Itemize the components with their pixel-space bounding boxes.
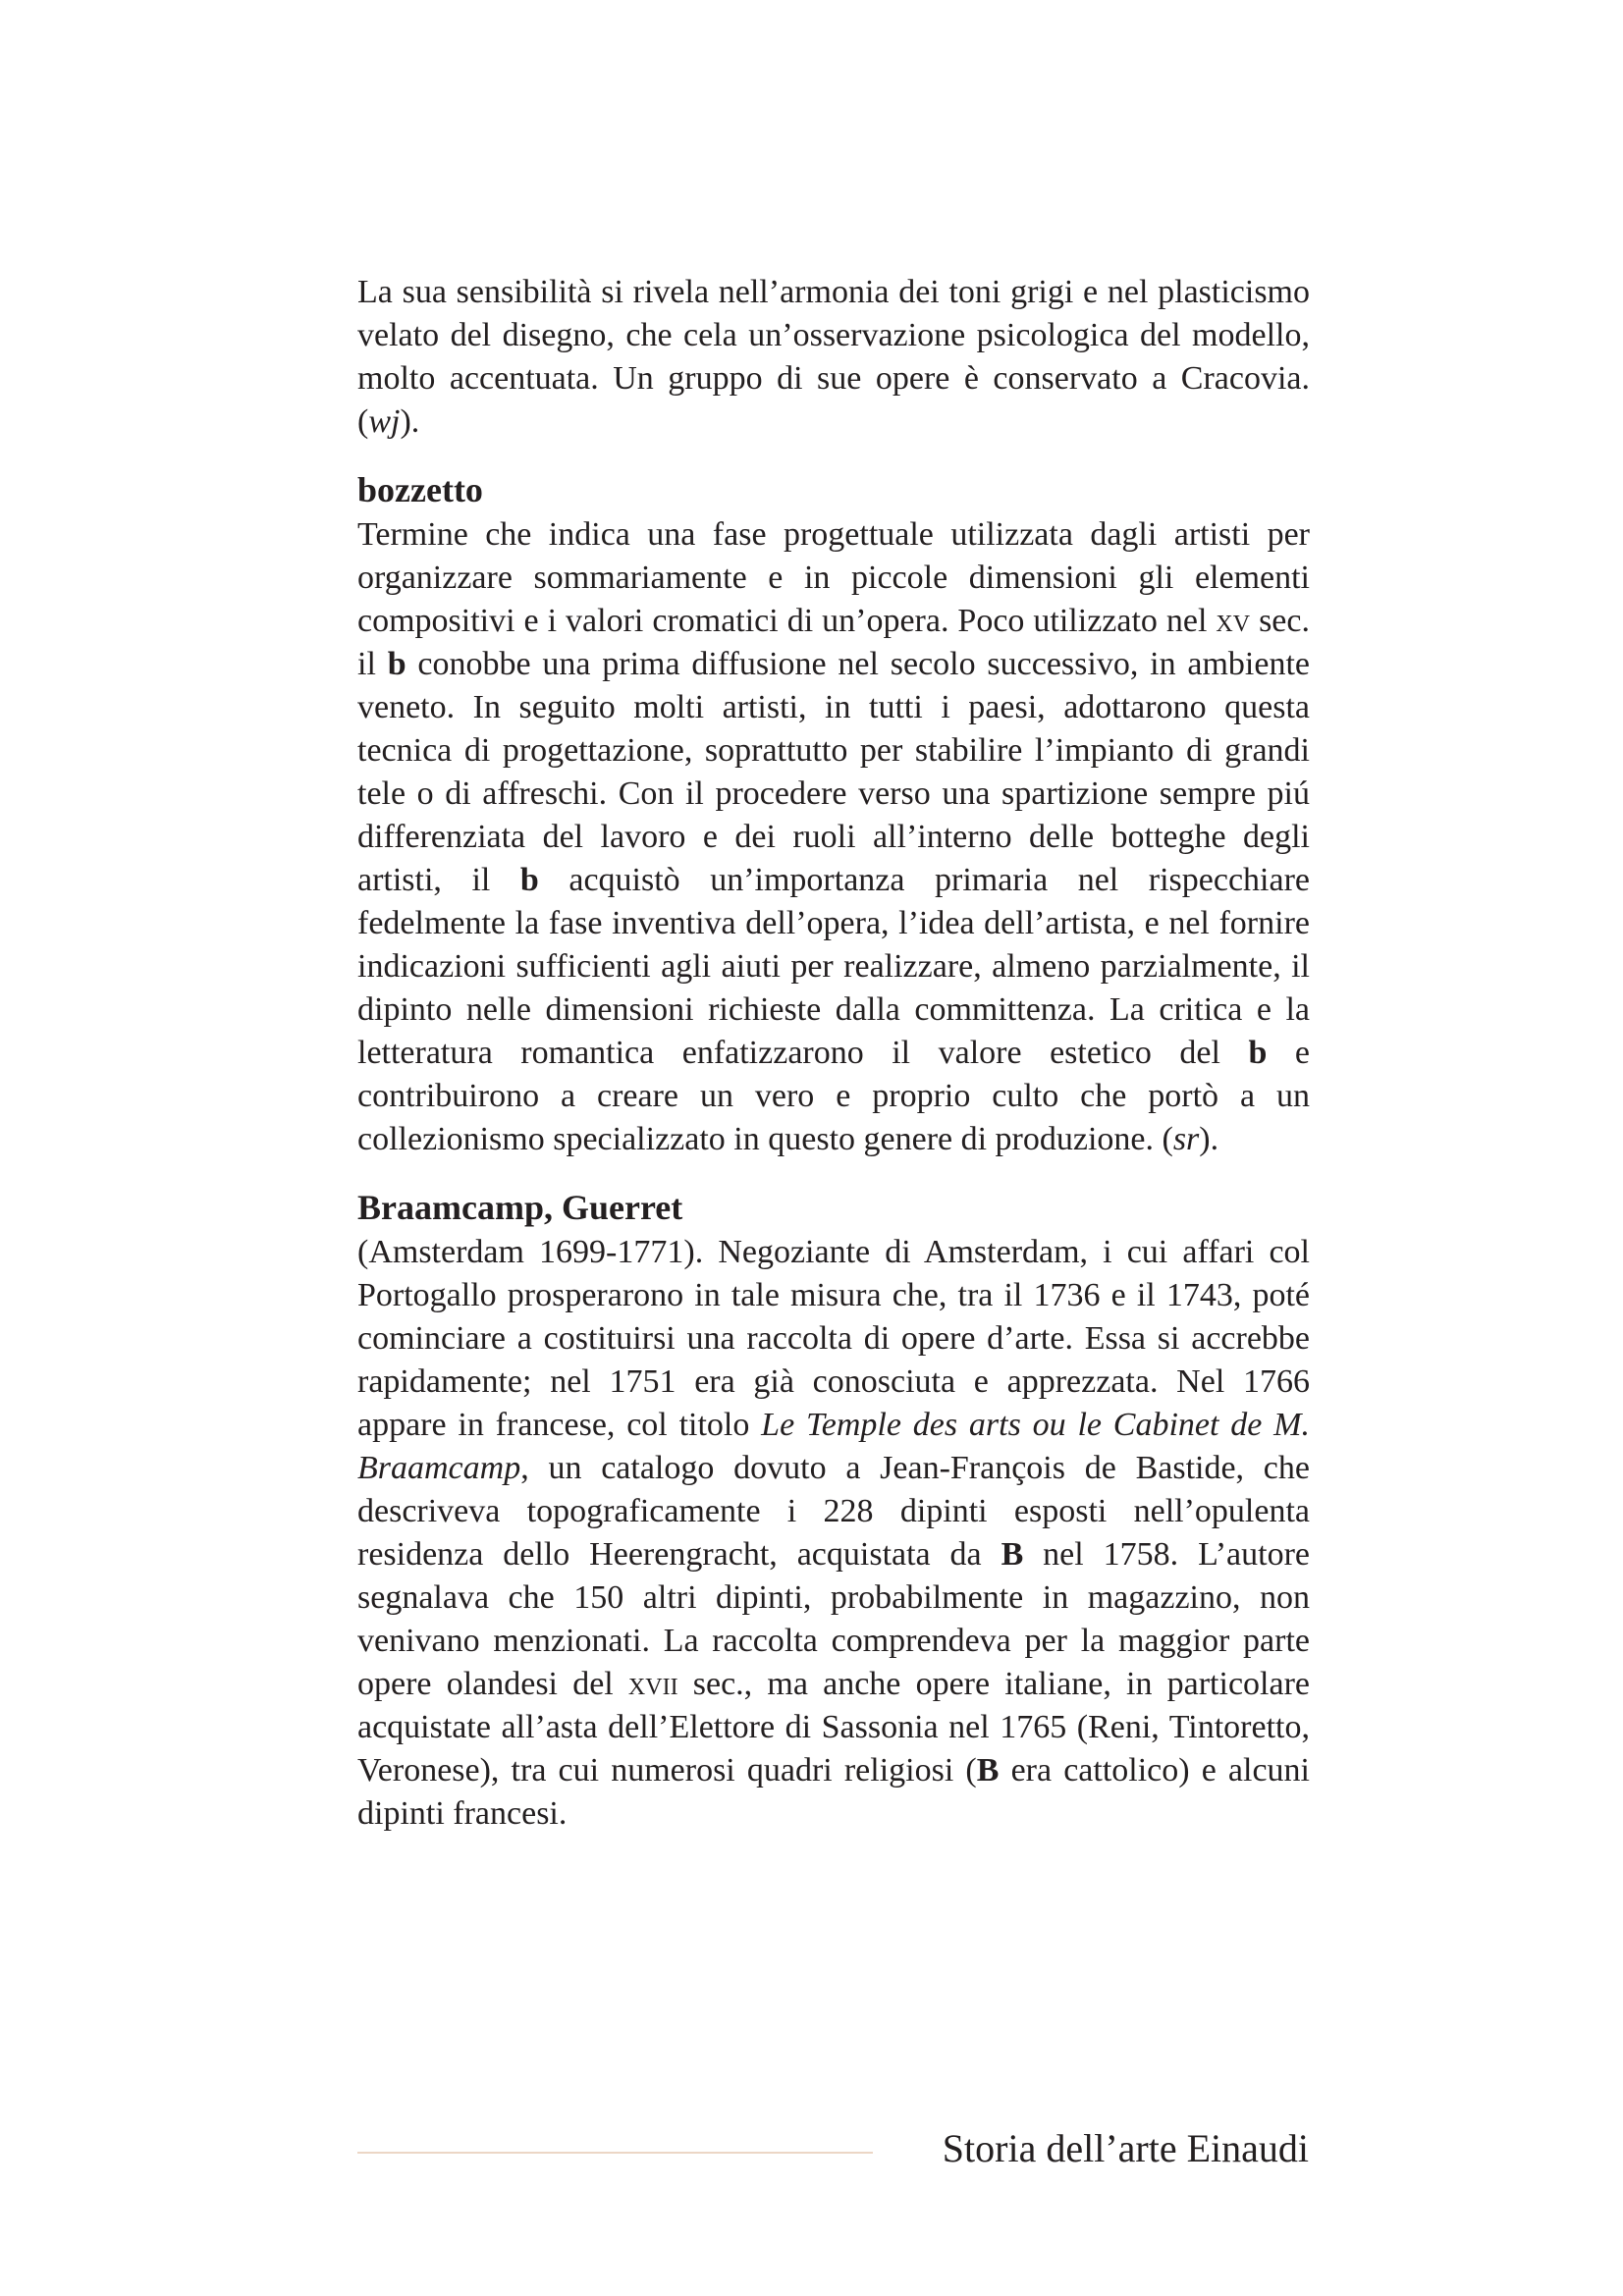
braamcamp-text-4: sec., ma anche opere italiane, in particolare acquistate all’asta dell’Elettore di Sassonia nel 1765 (Reni, Tintoretto, Veronese), tra cui numerosi quadri religiosi ( xyxy=(357,1666,1310,1789)
bozzetto-text-4: acquistò un’importanza primaria nel rispecchiare fedelmente la fase inventiva dell’opera, l’idea dell’artista, e nel fornire indicazioni sufficienti agli aiuti per realizzare, almeno parzialmente, il dipinto nelle dimensioni richieste dalla committenza. La critica e la letteratura romantica enfatizzarono il valore estetico del xyxy=(357,862,1310,1071)
intro-text: La sua sensibilità si rivela nell’armonia dei toni grigi e nel plasticismo velato del disegno, che cela un’osservazione psicologica del modello, molto accentuata. Un gruppo di sue opere è conservato a Cracovia. ( xyxy=(357,274,1310,440)
entry-body-braamcamp xyxy=(357,1231,1310,1836)
entry-title-braamcamp: Braamcamp, Guerret xyxy=(357,1188,683,1227)
bozzetto-abbr: b xyxy=(519,862,539,898)
entry-body-bozzetto xyxy=(357,513,1310,1161)
intro-author-initials: wj xyxy=(368,403,401,440)
braamcamp-abbr: B xyxy=(1001,1536,1024,1573)
footer-publisher: Storia dell’arte Einaudi xyxy=(942,2126,1309,2170)
bozzetto-end: ). xyxy=(1199,1121,1219,1157)
bozzetto-text-3: conobbe una prima diffusione nel secolo successivo, in ambiente veneto. In seguito molti artisti, in tutti i paesi, adottarono questa tecnica di progettazione, soprattutto per stabilire l’impianto di grandi tele o di affreschi. Con il procedere verso una spartizione sempre piú differenziata del lavoro e dei ruoli all’interno delle botteghe degli artisti, il xyxy=(357,646,1310,898)
braamcamp-book-title: Le Temple des arts ou le Cabinet de M. Braamcamp xyxy=(357,1407,1310,1486)
bozzetto-author-initials: sr xyxy=(1172,1121,1200,1157)
main-text xyxy=(357,271,1310,1836)
bozzetto-text-1: Termine che indica una fase progettuale utilizzata dagli artisti per organizzare sommariamente e in piccole dimensioni gli elementi compositivi e i valori cromatici di un’opera. Poco utilizzato nel xyxy=(357,516,1310,639)
braamcamp-text-3: nel 1758. L’autore segnalava che 150 altri dipinti, probabilmente in magazzino, non venivano menzionati. La raccolta comprendeva per la maggior parte opere olandesi del xyxy=(357,1536,1310,1702)
braamcamp-text-1: (Amsterdam 1699-1771). Negoziante di Amsterdam, i cui affari col Portogallo prosperarono in tale misura che, tra il 1736 e il 1743, poté cominciare a costituirsi una raccolta di opere d’arte. Essa si accrebbe rapidamente; nel 1751 era già conosciuta e apprezzata. Nel 1766 appare in francese, col titolo xyxy=(357,1234,1310,1443)
braamcamp-text-2: , un catalogo dovuto a Jean-François de Bastide, che descriveva topograficamente i 228 dipinti esposti nell’opulenta residenza dello Heerengracht, acquistata da xyxy=(357,1450,1310,1573)
intro-paragraph xyxy=(357,271,1310,444)
bozzetto-text-2: sec. il xyxy=(357,603,1310,682)
bozzetto-text-5: e contribuirono a creare un vero e proprio culto che portò a un collezionismo specializzato in questo genere di produzione. ( xyxy=(357,1035,1310,1157)
bozzetto-abbr: b xyxy=(1248,1035,1268,1071)
braamcamp-century: xvii xyxy=(627,1666,678,1702)
entry-title-bozzetto: bozzetto xyxy=(357,470,483,509)
bozzetto-abbr: b xyxy=(387,646,406,682)
footer-rule xyxy=(357,2152,873,2154)
bozzetto-century: xv xyxy=(1216,603,1251,639)
braamcamp-text-5: era cattolico) e alcuni dipinti francesi. xyxy=(357,1752,1310,1832)
intro-end: ). xyxy=(400,403,420,440)
braamcamp-abbr: B xyxy=(976,1752,1000,1789)
